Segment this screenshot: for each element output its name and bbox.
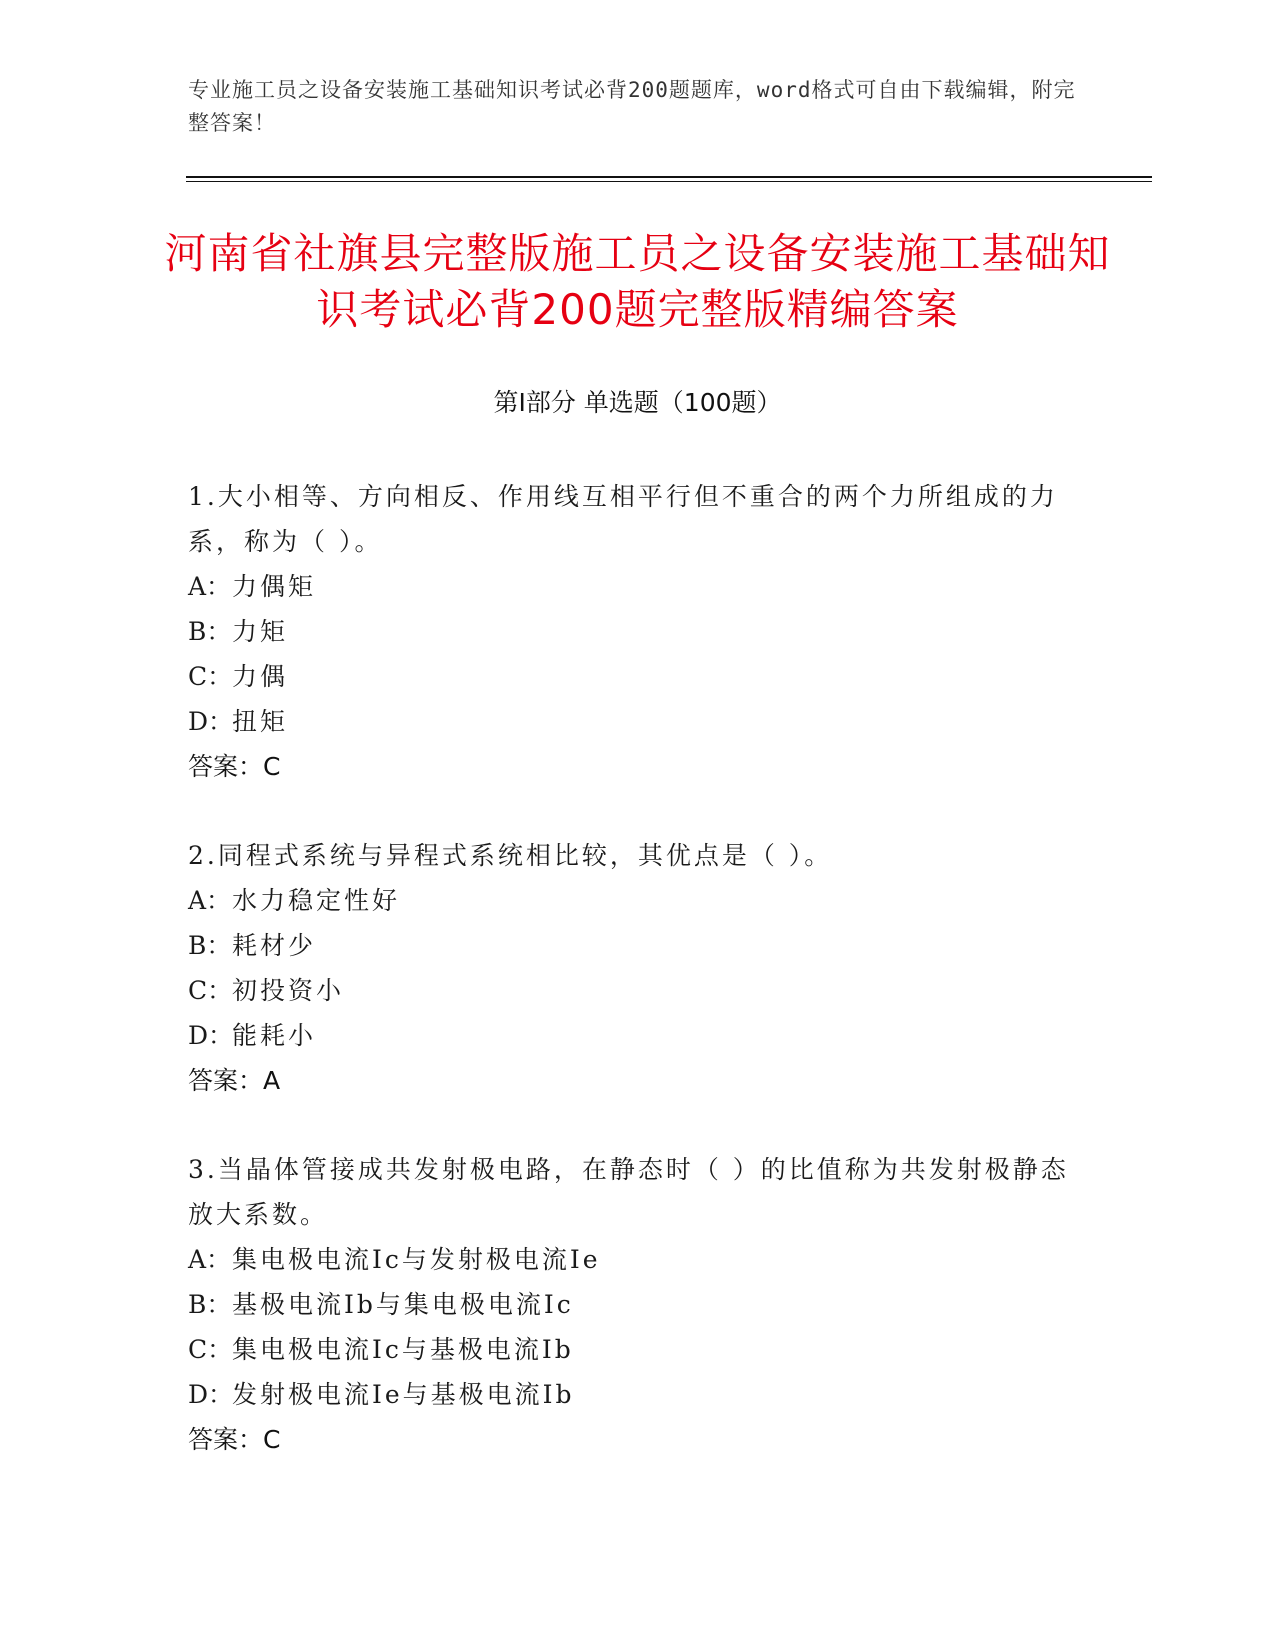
option-text: 基极电流Ib与集电极电流Ic bbox=[232, 1290, 574, 1319]
question-2 bbox=[188, 833, 1088, 1103]
option-key: C： bbox=[188, 1335, 233, 1364]
answer-line: 答案：A bbox=[188, 1066, 281, 1095]
option-text: 耗材少 bbox=[232, 931, 317, 960]
question-list bbox=[188, 474, 1088, 1506]
option-c bbox=[188, 968, 1088, 1013]
option-key: A： bbox=[188, 1245, 232, 1274]
question-3 bbox=[188, 1147, 1088, 1462]
option-key: D： bbox=[188, 1021, 234, 1050]
option-key: A： bbox=[188, 572, 232, 601]
option-text: 水力稳定性好 bbox=[232, 886, 401, 915]
option-b bbox=[188, 923, 1088, 968]
option-key: A： bbox=[188, 886, 232, 915]
option-d bbox=[188, 1013, 1088, 1058]
option-text: 扭矩 bbox=[232, 707, 289, 736]
option-a bbox=[188, 878, 1088, 923]
option-key: C： bbox=[188, 662, 233, 691]
option-d bbox=[188, 1372, 1088, 1417]
option-b bbox=[188, 609, 1088, 654]
option-text: 发射极电流Ie与基极电流Ib bbox=[232, 1380, 575, 1409]
option-text: 初投资小 bbox=[232, 976, 345, 1005]
question-1 bbox=[188, 474, 1088, 789]
option-text: 力偶矩 bbox=[232, 572, 317, 601]
section-heading: 第Ⅰ部分 单选题（100题） bbox=[493, 388, 782, 417]
question-stem: 1.大小相等、方向相反、作用线互相平行但不重合的两个力所组成的力系，称为（ ）。 bbox=[188, 482, 1058, 556]
option-c bbox=[188, 654, 1088, 699]
question-stem: 3.当晶体管接成共发射极电路，在静态时（ ）的比值称为共发射极静态放大系数。 bbox=[188, 1155, 1069, 1229]
option-key: B： bbox=[188, 931, 232, 960]
option-a bbox=[188, 1237, 1088, 1282]
option-text: 力矩 bbox=[232, 617, 289, 646]
option-text: 力偶 bbox=[232, 662, 289, 691]
header-note: 专业施工员之设备安装施工基础知识考试必背200题题库，word格式可自由下载编辑，附完整答案！ bbox=[188, 78, 1076, 135]
option-key: C： bbox=[188, 976, 233, 1005]
option-c bbox=[188, 1327, 1088, 1372]
option-key: B： bbox=[188, 617, 232, 646]
option-text: 集电极电流Ic与基极电流Ib bbox=[232, 1335, 574, 1364]
option-key: D： bbox=[188, 1380, 234, 1409]
header-divider-thin bbox=[186, 181, 1152, 182]
option-a bbox=[188, 564, 1088, 609]
option-key: D： bbox=[188, 707, 234, 736]
answer-line: 答案：C bbox=[188, 1425, 281, 1454]
option-d bbox=[188, 699, 1088, 744]
option-b bbox=[188, 1282, 1088, 1327]
option-text: 能耗小 bbox=[232, 1021, 317, 1050]
question-stem: 2.同程式系统与异程式系统相比较，其优点是（ ）。 bbox=[188, 841, 833, 870]
header-divider-thick bbox=[186, 176, 1152, 178]
option-key: B： bbox=[188, 1290, 232, 1319]
option-text: 集电极电流Ic与发射极电流Ie bbox=[232, 1245, 601, 1274]
answer-line: 答案：C bbox=[188, 752, 281, 781]
document-title: 河南省社旗县完整版施工员之设备安装施工基础知识考试必背200题完整版精编答案 bbox=[164, 229, 1111, 334]
